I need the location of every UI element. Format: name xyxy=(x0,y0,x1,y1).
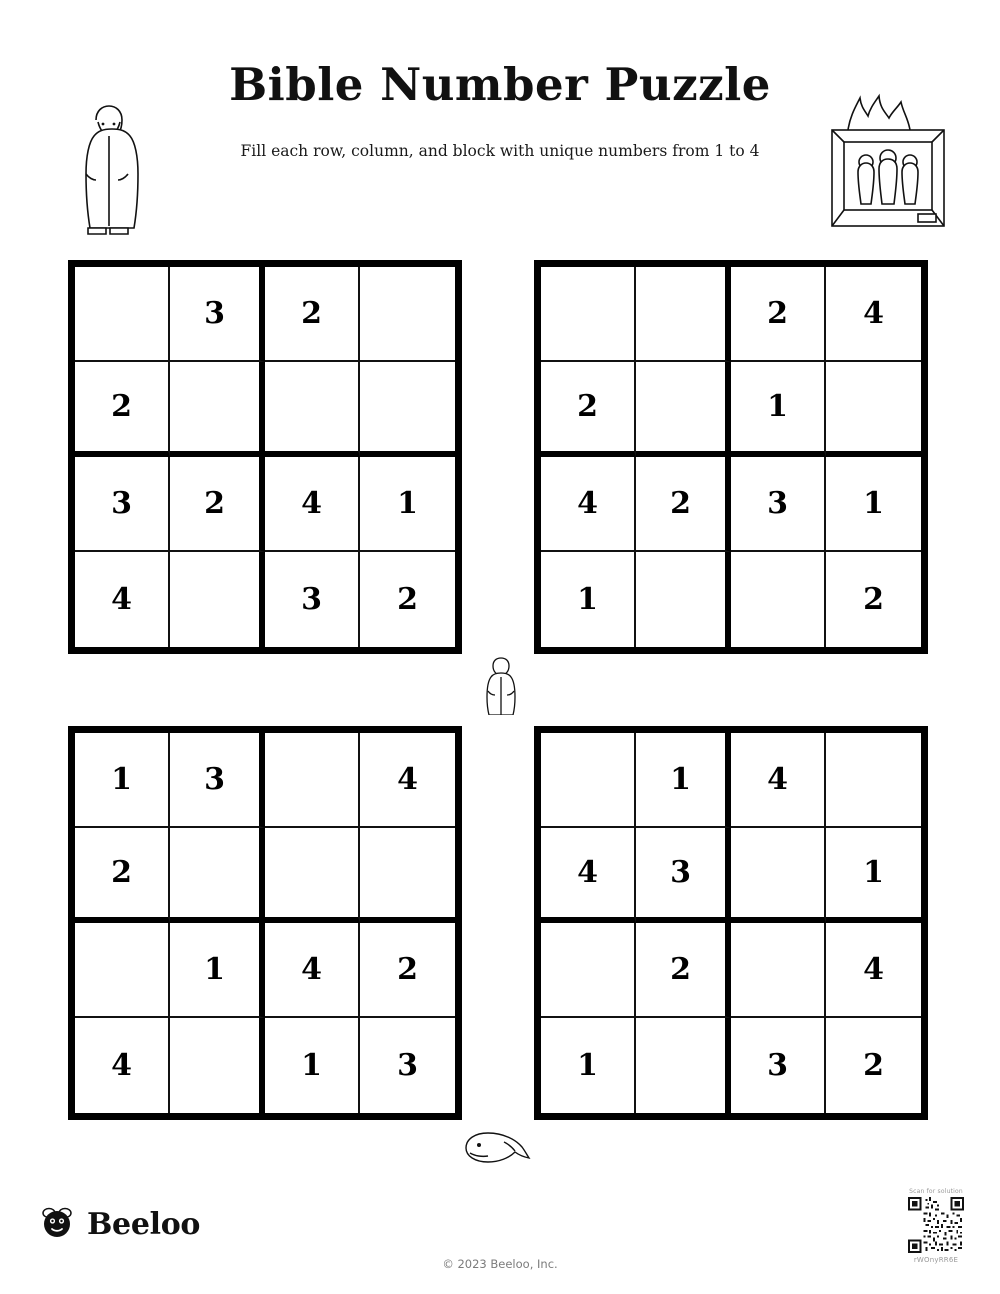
puzzle-cell[interactable]: 1 xyxy=(541,552,636,647)
puzzle-cell[interactable]: 3 xyxy=(731,1018,826,1113)
qr-id: rWOnyRR6E xyxy=(913,1256,959,1264)
puzzle-cell[interactable]: 3 xyxy=(265,552,360,647)
puzzle-cell[interactable]: 1 xyxy=(636,733,731,828)
puzzle-cell[interactable]: 4 xyxy=(541,828,636,923)
puzzle-cell[interactable] xyxy=(541,923,636,1018)
puzzle-cell[interactable] xyxy=(731,923,826,1018)
puzzle-cell[interactable] xyxy=(541,267,636,362)
qr-block[interactable] xyxy=(900,1188,972,1264)
puzzle-cell[interactable]: 4 xyxy=(265,457,360,552)
puzzle-cell[interactable] xyxy=(731,828,826,923)
puzzle-cell[interactable] xyxy=(170,1018,265,1113)
small-figure-illustration xyxy=(484,655,518,715)
puzzle-cell[interactable]: 3 xyxy=(75,457,170,552)
puzzle-cell[interactable]: 3 xyxy=(397,1047,418,1083)
puzzle-cell[interactable] xyxy=(75,923,170,1018)
puzzle-cell[interactable] xyxy=(265,828,360,923)
puzzle-cell[interactable] xyxy=(170,828,265,923)
puzzle-cell[interactable] xyxy=(636,362,731,457)
puzzle-cell[interactable] xyxy=(826,362,921,457)
puzzle-cell[interactable]: 1 xyxy=(170,923,265,1018)
puzzle-cell[interactable] xyxy=(636,1018,731,1113)
puzzle-cell[interactable] xyxy=(75,267,170,362)
puzzle-cell[interactable]: 1 xyxy=(75,733,170,828)
puzzle-cell[interactable] xyxy=(170,552,265,647)
puzzle-grid-3[interactable] xyxy=(68,726,462,1120)
puzzle-cell[interactable] xyxy=(265,733,360,828)
puzzle-cell[interactable]: 3 xyxy=(170,267,265,362)
puzzle-cell[interactable]: 2 xyxy=(636,923,731,1018)
puzzle-cell[interactable] xyxy=(636,552,731,647)
woman-in-robe-illustration xyxy=(72,100,142,240)
puzzle-cell[interactable]: 2 xyxy=(170,457,265,552)
puzzle-grid-4[interactable] xyxy=(534,726,928,1120)
copyright-text: © 2023 Beeloo, Inc. xyxy=(442,1257,558,1271)
puzzle-cell[interactable]: 4 xyxy=(731,733,826,828)
puzzle-cell[interactable]: 2 xyxy=(75,362,170,457)
puzzle-cell[interactable] xyxy=(636,267,731,362)
puzzle-cell[interactable]: 2 xyxy=(636,457,731,552)
puzzle-cell[interactable]: 2 xyxy=(863,1047,884,1083)
puzzle-cell[interactable]: 2 xyxy=(731,267,826,362)
page-subtitle: Fill each row, column, and block with unique numbers from 1 to 4 xyxy=(240,142,760,160)
puzzle-cell[interactable]: 4 xyxy=(75,552,170,647)
bee-icon xyxy=(38,1203,76,1246)
puzzle-cell[interactable]: 3 xyxy=(170,733,265,828)
puzzle-cell[interactable] xyxy=(360,362,455,457)
puzzle-cell[interactable] xyxy=(826,733,921,828)
puzzle-cell[interactable]: 2 xyxy=(863,581,884,617)
puzzle-grid-2[interactable] xyxy=(534,260,928,654)
brand-name: Beeloo xyxy=(87,1207,201,1242)
fiery-furnace-illustration xyxy=(818,86,958,244)
puzzle-cell[interactable]: 2 xyxy=(397,581,418,617)
page-title: Bible Number Puzzle xyxy=(229,58,771,111)
puzzle-cell[interactable]: 3 xyxy=(731,457,826,552)
puzzle-cell[interactable] xyxy=(170,362,265,457)
puzzle-cell[interactable] xyxy=(360,267,455,362)
puzzle-cell[interactable] xyxy=(265,362,360,457)
puzzle-cell[interactable]: 4 xyxy=(826,267,921,362)
puzzle-cell[interactable]: 4 xyxy=(360,733,455,828)
puzzle-cell[interactable] xyxy=(731,552,826,647)
puzzle-cell[interactable]: 4 xyxy=(541,457,636,552)
puzzle-cell[interactable]: 4 xyxy=(826,923,921,1018)
jonah-whale-illustration xyxy=(460,1126,540,1170)
puzzle-cell[interactable]: 2 xyxy=(75,828,170,923)
brand-logo xyxy=(38,1203,200,1246)
puzzle-cell[interactable]: 1 xyxy=(826,457,921,552)
qr-caption: Scan for solution xyxy=(909,1188,963,1195)
qr-code-icon[interactable] xyxy=(908,1197,964,1253)
puzzle-cell[interactable]: 1 xyxy=(265,1018,360,1113)
puzzle-cell[interactable]: 3 xyxy=(636,828,731,923)
puzzle-cell[interactable]: 2 xyxy=(541,362,636,457)
puzzle-cell[interactable] xyxy=(541,733,636,828)
puzzle-cell[interactable]: 1 xyxy=(541,1018,636,1113)
puzzle-cell[interactable]: 1 xyxy=(360,457,455,552)
puzzle-cell[interactable]: 2 xyxy=(265,267,360,362)
puzzle-cell[interactable]: 4 xyxy=(265,923,360,1018)
puzzle-cell[interactable]: 4 xyxy=(75,1018,170,1113)
puzzle-cell[interactable]: 1 xyxy=(731,362,826,457)
puzzle-cell[interactable]: 1 xyxy=(826,828,921,923)
puzzle-cell[interactable] xyxy=(360,828,455,923)
puzzle-cell[interactable]: 2 xyxy=(360,923,455,1018)
puzzle-grid-1[interactable] xyxy=(68,260,462,654)
